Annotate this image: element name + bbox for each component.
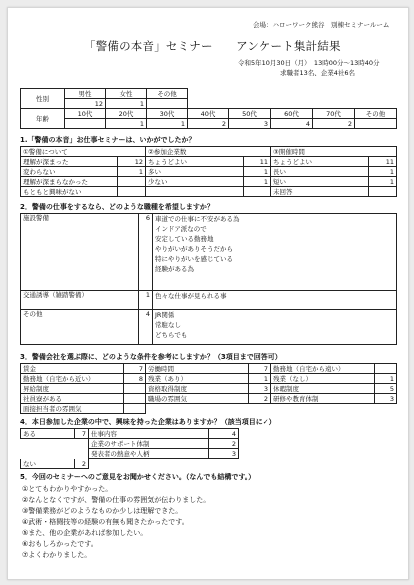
attendee-count: 求職者13名、企業4社6名 [280,69,356,77]
q2-note: 経験がある為 [155,265,194,273]
q2-notes [153,214,397,291]
q3-cell: 休暇制度 [271,384,375,394]
q5-answer: ⑦よくわかりました。 [22,551,92,559]
age-header: 70代 [313,109,355,119]
q2-count: 6 [139,214,153,291]
age-label: 年齢 [21,109,65,129]
q3-count: 3 [249,384,271,394]
gender-value: 12 [65,99,106,109]
q1-cell: 短い [271,177,369,187]
age-value: 2 [188,119,229,129]
q2-label: その他 [21,310,139,345]
q1-header: ③開催時間 [271,147,397,157]
q5-answer: ⑤また、他の企業があれば参加したい。 [22,529,148,537]
q3-cell: 研修や教育体制 [271,394,375,404]
q1-count [118,177,146,187]
q4-label: ない [21,459,75,469]
q3-cell: 残業（あり） [146,374,249,384]
q5-answer: ⑥おもしろかったです。 [22,540,98,548]
q1-cell: 理解が深まらなかった [21,177,118,187]
q2-note: 安定している勤務地 [155,235,214,243]
q3-count [124,394,146,404]
gender-label: 性別 [21,89,65,109]
date-line: 令和5年10月30日（月） 13時00分～13時40分 [238,59,380,67]
q1-cell: 多い [146,167,244,177]
gender-value: 1 [106,99,147,109]
q4-count: 7 [75,429,89,439]
q2-notes [153,310,397,345]
q1-count: 11 [369,157,397,167]
age-header: その他 [355,109,397,119]
q1-header: ②参加企業数 [146,147,271,157]
q1-count [118,187,146,197]
q1-cell: 未回答 [271,187,369,197]
q4-table [20,428,239,469]
age-header: 50代 [229,109,271,119]
q3-count [375,364,397,374]
q2-notes [153,291,397,310]
q2-note: どちらでも [155,331,188,339]
q4-reason-count: 3 [209,449,239,459]
q4-reason-count: 2 [209,439,239,449]
age-header: 10代 [65,109,106,119]
q2-table [20,213,397,345]
q4-heading: 4．本日参加した企業の中で、興味を持った企業はありますか？（該当項目に✓） [20,418,276,426]
q1-header: ①警備について [21,147,146,157]
q2-note: インドア派なので [155,225,207,233]
q5-answer: ①とてもわかりやすかった。 [22,485,113,493]
q3-cell: 資格取得制度 [146,384,249,394]
q3-count: 1 [375,374,397,384]
q1-count: 1 [118,167,146,177]
q1-cell: 少ない [146,177,244,187]
q2-note: 常駐なし [155,321,181,329]
q1-table [20,146,397,197]
q3-cell: 労働時間 [146,364,249,374]
q2-note: やりがいがありそうだから [155,245,233,253]
q3-count: 7 [249,364,271,374]
q3-cell: 賃金 [21,364,124,374]
q4-reason-count: 4 [209,429,239,439]
gender-value [147,99,188,109]
age-value: 4 [271,119,313,129]
age-value [355,119,397,129]
q3-table [20,363,397,414]
q4-label: ある [21,429,75,439]
q1-count: 1 [369,177,397,187]
q1-heading: 1.「警備の本音」お仕事セミナーは、いかがでしたか？ [20,136,196,144]
q1-count: 1 [244,167,271,177]
q5-answer: ③警備業務がどのようなものか少しは理解できた。 [22,507,183,515]
q3-cell: 勤務地（自宅から近い） [21,374,124,384]
q1-count [244,187,271,197]
age-value: 1 [147,119,188,129]
q3-count: 1 [249,374,271,384]
q1-count: 1 [369,167,397,177]
age-header: 20代 [106,109,147,119]
document-page [7,7,409,580]
q4-reason: 仕事内容 [89,429,209,439]
age-value [65,119,106,129]
q3-count [124,384,146,394]
q3-count: 2 [249,394,271,404]
page-title: 「警備の本音」セミナー アンケート集計結果 [84,39,341,53]
q1-count: 1 [244,177,271,187]
demographics-table [20,88,397,129]
q2-note: 車道での仕事に不安がある為 [155,215,240,223]
q1-cell: 長い [271,167,369,177]
q3-cell: 勤務地（自宅から遠い） [271,364,375,374]
q3-cell: 昇給制度 [21,384,124,394]
age-header: 40代 [188,109,229,119]
q5-answer: ②なんとなくですが、警備の仕事の雰囲気が伝わりました。 [22,496,211,504]
q3-count: 7 [124,364,146,374]
q2-note: 特にやりがいを感じている [155,255,233,263]
venue-line: 会場：ハローワーク熊谷 別棟セミナールーム [253,21,390,29]
age-value: 2 [313,119,355,129]
q1-cell [146,187,244,197]
q1-cell: ちょうどよい [146,157,244,167]
age-header: 60代 [271,109,313,119]
q3-cell: 残業（なし） [271,374,375,384]
q1-cell: 理解が深まった [21,157,118,167]
gender-header: 女性 [106,89,147,99]
q2-label: 施設警備 [21,214,139,291]
q4-count: 2 [75,459,89,469]
q3-heading: 3．警備会社を選ぶ際に、どのような条件を参考にしますか？（3項目まで回答可） [20,353,282,361]
q3-cell: 職場の雰囲気 [146,394,249,404]
q3-count: 8 [124,374,146,384]
age-value: 3 [229,119,271,129]
q2-count: 1 [139,291,153,310]
q1-cell: もともと興味がない [21,187,118,197]
q2-count: 4 [139,310,153,345]
q1-cell: ちょうどよい [271,157,369,167]
age-header: 30代 [147,109,188,119]
gender-header: 男性 [65,89,106,99]
q4-reason: 企業のサポート体制 [89,439,209,449]
q5-answer: ④武術・格闘技等の経験の有無も聞きたかったです。 [22,518,189,526]
q1-count: 11 [244,157,271,167]
q1-cell: 変わらない [21,167,118,177]
gender-header: その他 [147,89,188,99]
q3-count: 5 [375,384,397,394]
q5-answers [22,484,210,561]
q3-cell: 社員寮がある [21,394,124,404]
q2-note: 色々な仕事が見られる事 [155,292,227,300]
q4-reason: 発表者の熱意や人柄 [89,449,209,459]
age-value: 1 [106,119,147,129]
q2-note: JR関係 [155,311,175,319]
q1-count [369,187,397,197]
q1-count: 12 [118,157,146,167]
q3-cell: 面接担当者の雰囲気 [21,404,124,414]
q2-label: 交通誘導（雑踏警備） [21,291,139,310]
q5-heading: 5．今回のセミナーへのご意見をお聞かせください。（なんでも結構です。） [20,473,256,481]
q2-heading: 2．警備の仕事をするなら、どのような職種を希望しますか？ [20,203,214,211]
q3-count [124,404,146,414]
q3-count: 3 [375,394,397,404]
